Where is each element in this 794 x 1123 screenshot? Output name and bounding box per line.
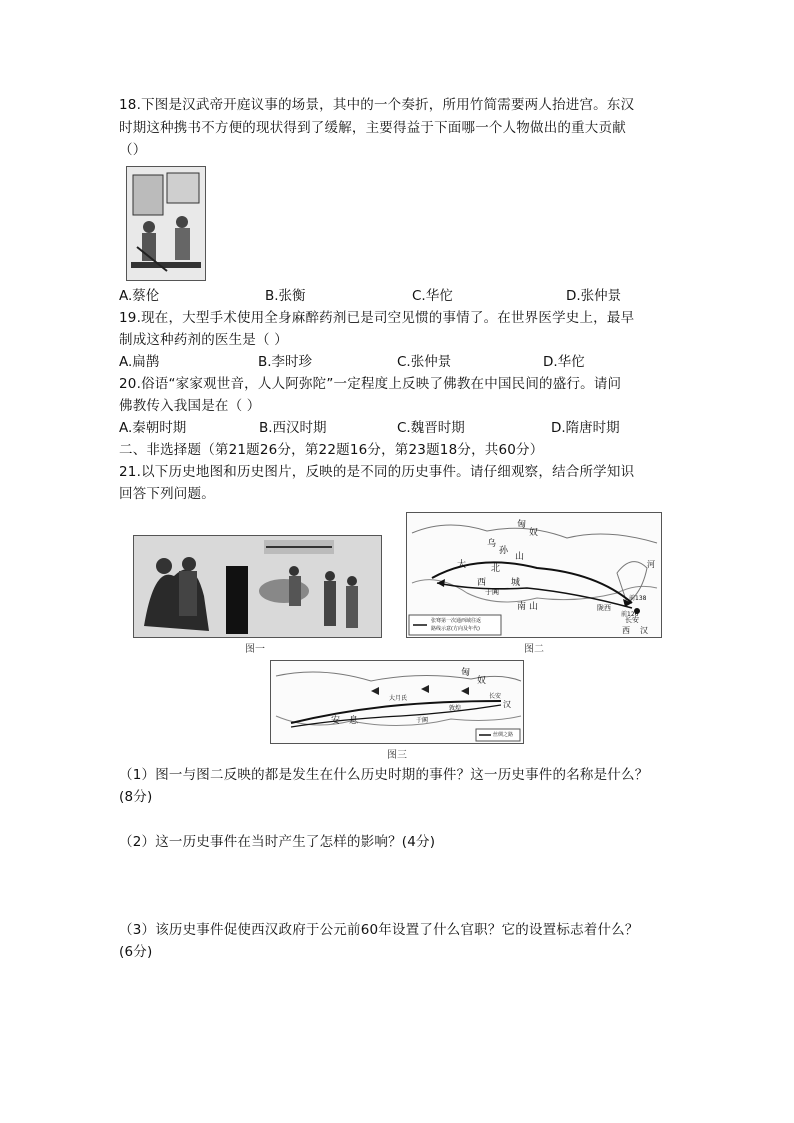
map2-label: 西 bbox=[477, 578, 487, 588]
q21-sub2: （2）这一历史事件在当时产生了怎样的影响？(4分) bbox=[119, 834, 436, 850]
figure-3-caption: 图三 bbox=[387, 750, 407, 761]
q19-option-b: B.李时珍 bbox=[258, 354, 313, 370]
map3-label: 匈 bbox=[461, 668, 471, 678]
map2-label: 前126 bbox=[621, 611, 639, 618]
map2-label: 北 bbox=[491, 564, 501, 574]
figure-1-caption: 图一 bbox=[245, 644, 265, 655]
q18-option-d: D.张仲景 bbox=[566, 288, 622, 304]
q18-option-c: C.华佗 bbox=[412, 288, 453, 304]
q21-sub3-line2: (6分) bbox=[119, 944, 153, 960]
map2-label: 孙 bbox=[499, 546, 509, 556]
map2-legend: 张骞第一次通西域往返 bbox=[431, 618, 482, 624]
q20-line1: 20.俗语“家家观世音，人人阿弥陀”一定程度上反映了佛教在中国民间的盛行。请问 bbox=[119, 376, 622, 392]
map3-label: 汉 bbox=[503, 700, 511, 709]
map3-label: 奴 bbox=[477, 676, 487, 686]
map2-label: 匈 bbox=[517, 520, 527, 530]
map3-label: 息 bbox=[349, 716, 359, 726]
q18-paren: （） bbox=[119, 142, 147, 158]
q19-line1: 19.现在，大型手术使用全身麻醉药剂已是司空见惯的事情了。在世界医学史上，最早 bbox=[119, 310, 635, 326]
map3-label: 长安 bbox=[489, 693, 502, 700]
map3-label: 于阗 bbox=[416, 717, 429, 724]
map2-label: 汉 bbox=[640, 626, 648, 635]
map2-label: 大 bbox=[457, 560, 467, 570]
map2-label: 西 bbox=[622, 626, 630, 635]
q19-option-d: D.华佗 bbox=[543, 354, 585, 370]
q20-option-b: B.西汉时期 bbox=[259, 420, 327, 436]
map2-label: 陇西 bbox=[597, 604, 611, 612]
q19-option-a: A.扁鹊 bbox=[119, 354, 160, 370]
q20-option-c: C.魏晋时期 bbox=[397, 420, 465, 436]
q19-line2: 制成这种药剂的医生是（ ） bbox=[119, 332, 288, 348]
map2-label: 山 bbox=[529, 602, 539, 612]
map3-legend: 丝绸之路 bbox=[493, 732, 514, 738]
map2-label: 长安 bbox=[625, 616, 639, 624]
map3-label: 安 bbox=[331, 716, 341, 726]
q20-option-d: D.隋唐时期 bbox=[551, 420, 620, 436]
map3-label: 大月氏 bbox=[389, 695, 408, 702]
q20-line2: 佛教传入我国是在（ ） bbox=[119, 398, 261, 414]
q21-sub1-line1: （1）图一与图二反映的都是发生在什么历史时期的事件？这一历史事件的名称是什么？ bbox=[119, 767, 649, 783]
map2-label: 奴 bbox=[529, 528, 539, 538]
q18-line1: 18.下图是汉武帝开庭议事的场景，其中的一个奏折，所用竹简需要两人抬进宫。东汉 bbox=[119, 97, 635, 113]
q18-line2: 时期这种携书不方便的现状得到了缓解，主要得益于下面哪一个人物做出的重大贡献 bbox=[119, 120, 626, 136]
figure-3-map bbox=[270, 660, 524, 744]
map3-label: 敦煌 bbox=[449, 705, 462, 712]
q21-line1: 21.以下历史地图和历史图片，反映的是不同的历史事件。请仔细观察，结合所学知识 bbox=[119, 464, 635, 480]
figure-2-map bbox=[406, 512, 662, 638]
map2-label: 河 bbox=[647, 560, 655, 569]
map2-label: 于阗 bbox=[485, 588, 499, 596]
q18-option-b: B.张衡 bbox=[265, 288, 306, 304]
section-2-heading: 二、非选择题（第21题26分，第22题16分，第23题18分，共60分） bbox=[119, 442, 544, 458]
q21-sub3-line1: （3）该历史事件促使西汉政府于公元前60年设置了什么官职？它的设置标志着什么？ bbox=[119, 922, 639, 938]
map2-label: 南 bbox=[517, 602, 527, 612]
q21-line2: 回答下列问题。 bbox=[119, 486, 215, 502]
map2-legend: 路线示意(方向及年代) bbox=[431, 626, 480, 632]
figure-2-caption: 图二 bbox=[524, 644, 544, 655]
court-scene-illustration bbox=[126, 166, 206, 281]
q19-option-c: C.张仲景 bbox=[397, 354, 452, 370]
q21-sub1-line2: (8分) bbox=[119, 789, 153, 805]
map2-label: 山 bbox=[515, 552, 525, 562]
map2-label: 乌 bbox=[487, 539, 497, 549]
figure-1-mural bbox=[133, 535, 382, 638]
q20-option-a: A.秦朝时期 bbox=[119, 420, 187, 436]
map2-label: 前138 bbox=[629, 595, 647, 602]
map2-label: 城 bbox=[511, 578, 521, 588]
q18-option-a: A.蔡伦 bbox=[119, 288, 160, 304]
